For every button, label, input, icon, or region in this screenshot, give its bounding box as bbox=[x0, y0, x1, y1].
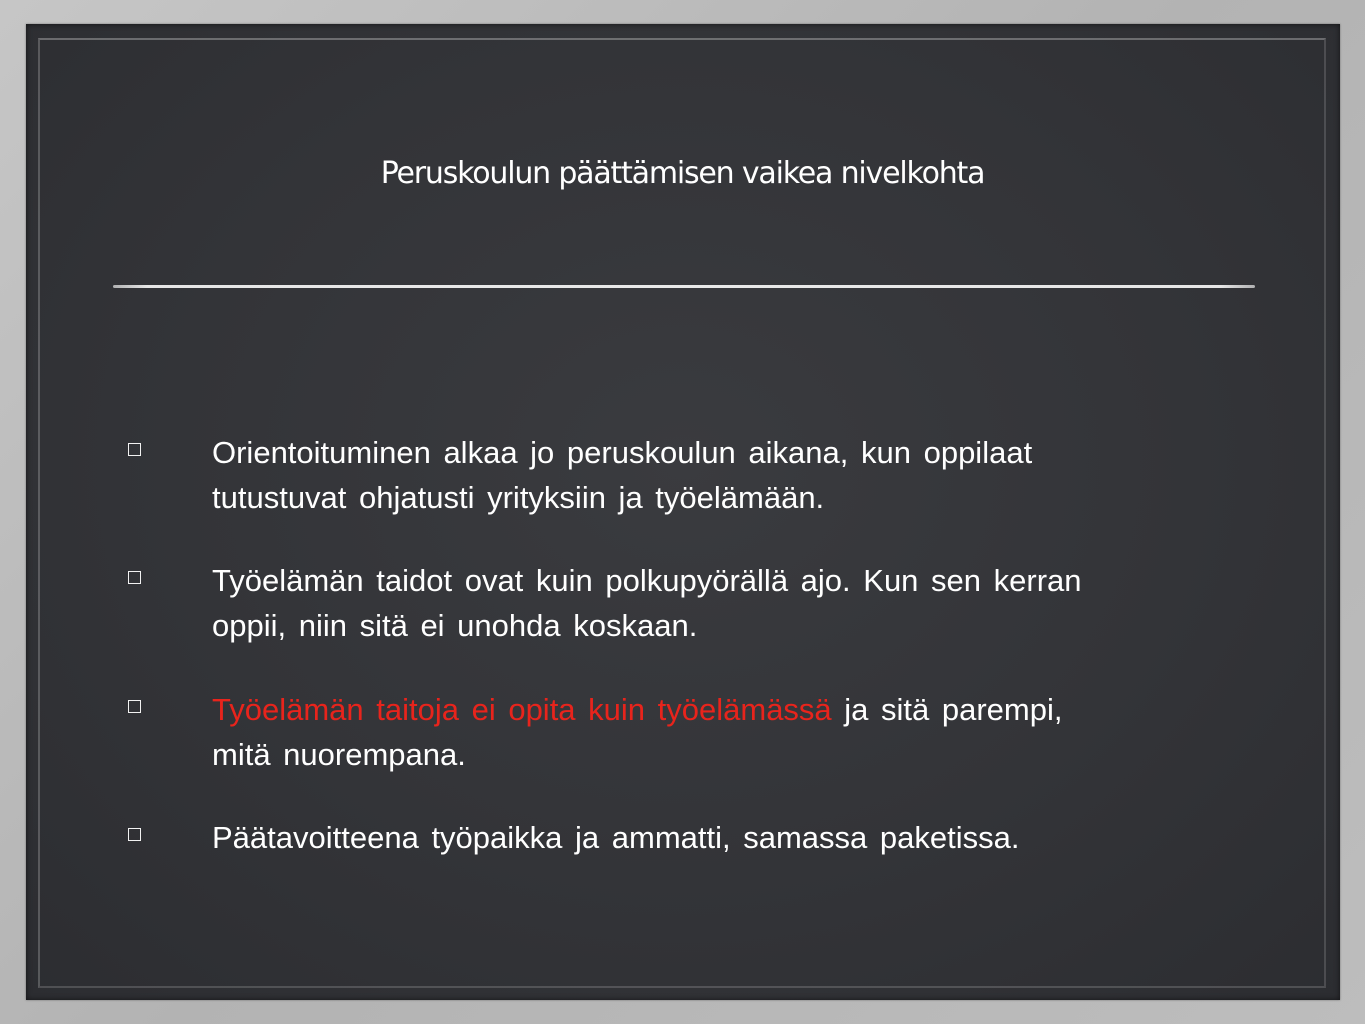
bullet-line-rest: ja sitä parempi, bbox=[831, 692, 1063, 727]
square-bullet-icon bbox=[128, 828, 141, 841]
square-bullet-icon bbox=[128, 571, 141, 584]
bullet-text bbox=[212, 558, 1242, 648]
bullet-text bbox=[212, 430, 1242, 520]
bullet-line: Päätavoitteena työpaikka ja ammatti, samassa paketissa. bbox=[212, 820, 1020, 855]
bullet-line: Työelämän taidot ovat kuin polkupyörällä ajo. Kun sen kerran bbox=[212, 563, 1082, 598]
bullet-line: tutustuvat ohjatusti yrityksiin ja työelämään. bbox=[212, 480, 825, 515]
highlighted-text: Työelämän taitoja ei opita kuin työelämässä bbox=[212, 692, 832, 727]
square-bullet-icon bbox=[128, 700, 141, 713]
bullet-line: oppii, niin sitä ei unohda koskaan. bbox=[212, 608, 698, 643]
bullet-line bbox=[212, 687, 1242, 732]
bullet-line: Orientoituminen alkaa jo peruskoulun aikana, kun oppilaat bbox=[212, 435, 1033, 470]
bullet-text bbox=[212, 687, 1242, 777]
bullet-text bbox=[212, 815, 1242, 860]
square-bullet-icon bbox=[128, 443, 141, 456]
bullet-line: mitä nuorempana. bbox=[212, 737, 466, 772]
slide-title: Peruskoulun päättämisen vaikea nivelkohta bbox=[380, 156, 985, 191]
title-divider bbox=[113, 285, 1255, 288]
